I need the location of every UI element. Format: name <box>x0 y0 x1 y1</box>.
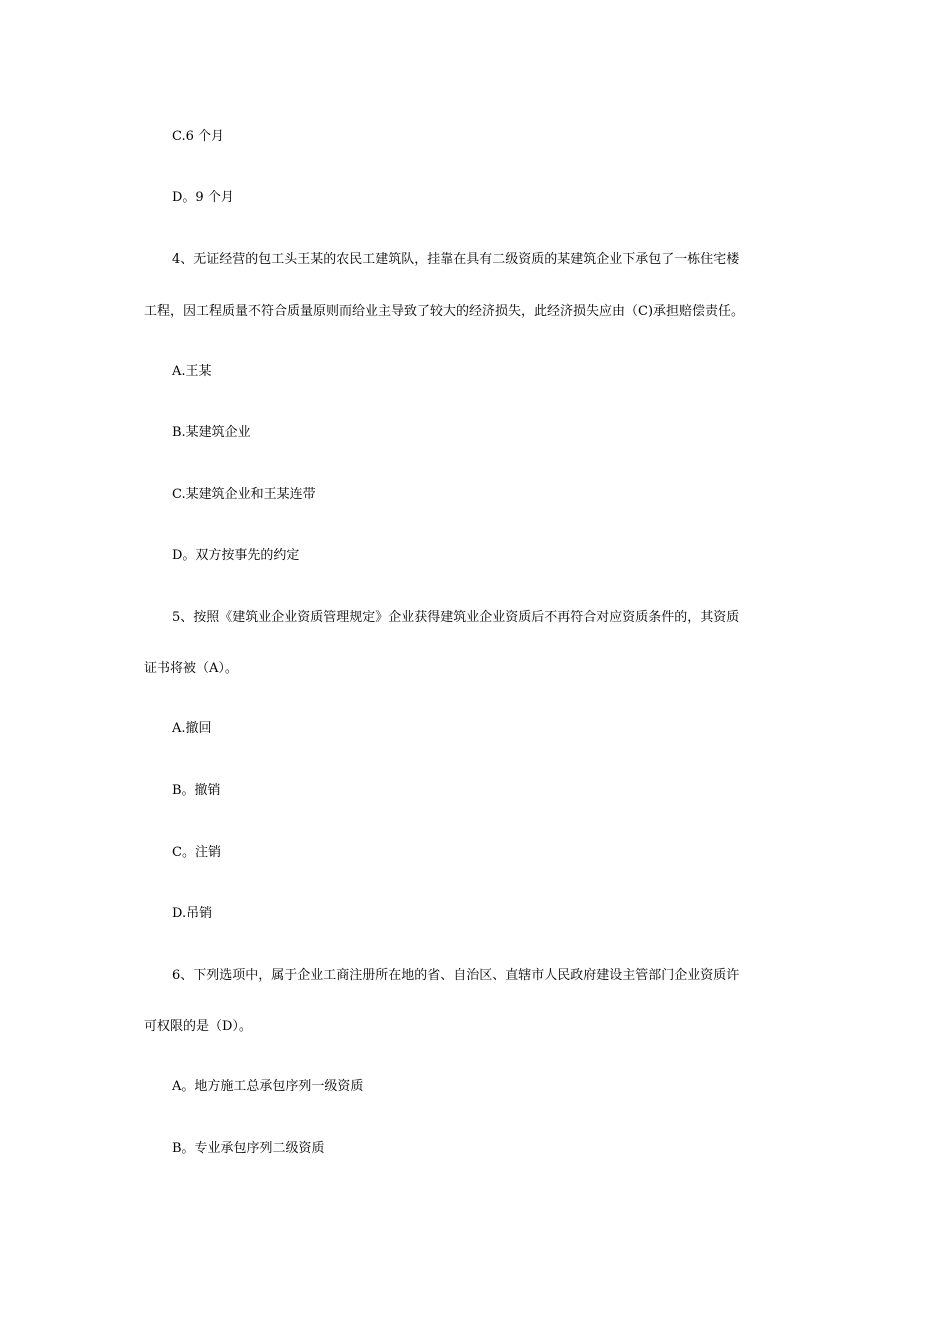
q4-option-a: A.王某 <box>172 364 212 379</box>
q6-text-line1: 6、下列选项中，属于企业工商注册所在地的省、自治区、直辖市人民政府建设主管部门企业资质许 <box>172 968 740 983</box>
q4-option-c: C.某建筑企业和王某连带 <box>172 487 316 502</box>
q4-option-b: B.某建筑企业 <box>172 425 251 440</box>
q4-text-line2: 工程，因工程质量不符合质量原则而给业主导致了较大的经济损失，此经济损失应由（C)承担赔偿责任。 <box>144 304 745 319</box>
q5-text-line1: 5、按照《建筑业企业资质管理规定》企业获得建筑业企业资质后不再符合对应资质条件的，其资质 <box>172 610 740 625</box>
q5-option-d: D.吊销 <box>172 906 213 921</box>
q4-option-d: D。双方按事先的约定 <box>172 548 300 563</box>
q5-option-a: A.撤回 <box>172 721 212 736</box>
q3-option-d: D。9 个月 <box>172 190 234 205</box>
q5-option-b: B。撤销 <box>172 783 221 798</box>
q5-option-c: C。注销 <box>172 845 221 860</box>
q6-option-a: A。地方施工总承包序列一级资质 <box>172 1079 364 1094</box>
q6-text-line2: 可权限的是（D）。 <box>144 1019 252 1034</box>
q4-text-line1: 4、无证经营的包工头王某的农民工建筑队，挂靠在具有二级资质的某建筑企业下承包了一栋住宅楼 <box>172 252 740 267</box>
q3-option-c: C.6 个月 <box>172 129 225 144</box>
q5-text-line2: 证书将被（A）。 <box>144 661 238 676</box>
q6-option-b: B。专业承包序列二级资质 <box>172 1141 325 1156</box>
